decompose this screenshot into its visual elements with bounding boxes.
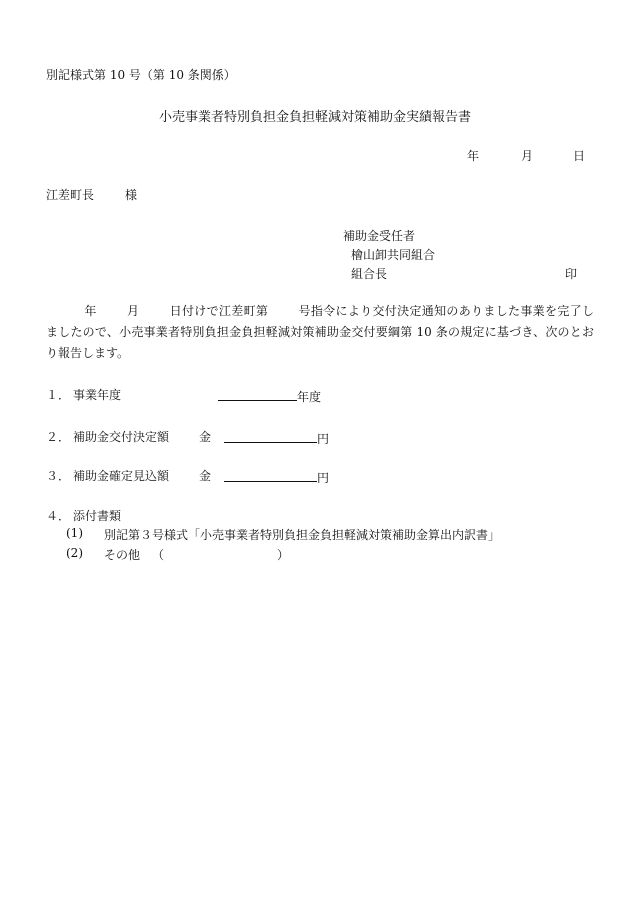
expected-amount-unit: 円: [317, 471, 330, 485]
recipient-head: 組合長: [351, 267, 388, 281]
item-number: １．: [46, 388, 71, 402]
attachment-number: (2): [66, 546, 83, 560]
fiscal-year-blank: [218, 386, 297, 401]
body-date-suffix: 日付けで江差町第: [169, 304, 269, 318]
form-number: 別記様式第 10 号（第 10 条関係）: [46, 68, 236, 82]
document-title: 小売事業者特別負担金負担軽減対策補助金実績報告書: [158, 110, 471, 125]
item-label-decided-amount: 補助金交付決定額: [73, 430, 170, 444]
attachment-text: 別記第３号様式「小売事業者特別負担金負担軽減対策補助金算出内訳書」: [104, 528, 501, 542]
date-year: 年: [467, 149, 480, 163]
decided-amount-blank: [224, 428, 317, 443]
decided-amount-unit: 円: [317, 432, 330, 446]
item-number: ４．: [46, 509, 71, 523]
item-label-fiscal-year: 事業年度: [73, 388, 122, 402]
expected-amount-field: [224, 467, 329, 486]
item-number: ３．: [46, 469, 71, 483]
recipient-role: 補助金受任者: [343, 229, 416, 243]
recipient-organization: 檜山卸共同組合: [351, 248, 436, 262]
other-paren-open: （: [152, 548, 165, 562]
body-paragraph: [46, 301, 594, 364]
body-text: 号指令により交付決定通知のありました事業を完了しましたので、小売事業者特別負担金負担軽減対策補助金交付要綱第 10 条の規定に基づき、次のとおり報告します。: [46, 304, 594, 360]
item-label-attachments: 添付書類: [73, 509, 122, 523]
addressee-honorific: 様: [125, 188, 138, 202]
decided-amount-prefix: 金: [199, 430, 212, 444]
item-label-expected-amount: 補助金確定見込額: [73, 469, 170, 483]
attachment-text-other: その他: [104, 548, 141, 562]
fiscal-year-unit: 年度: [297, 390, 322, 404]
date-month: 月: [521, 149, 534, 163]
attachment-number: (1): [66, 526, 83, 540]
seal-mark: 印: [565, 267, 578, 281]
other-paren-close: ）: [277, 548, 290, 562]
expected-amount-blank: [224, 467, 317, 482]
fiscal-year-field: [218, 386, 321, 405]
body-year: 年: [84, 304, 97, 318]
item-number: ２．: [46, 430, 71, 444]
expected-amount-prefix: 金: [199, 469, 212, 483]
body-month: 月: [126, 304, 140, 318]
date-day: 日: [573, 149, 586, 163]
decided-amount-field: [224, 428, 329, 447]
addressee-name: 江差町長: [46, 188, 95, 202]
